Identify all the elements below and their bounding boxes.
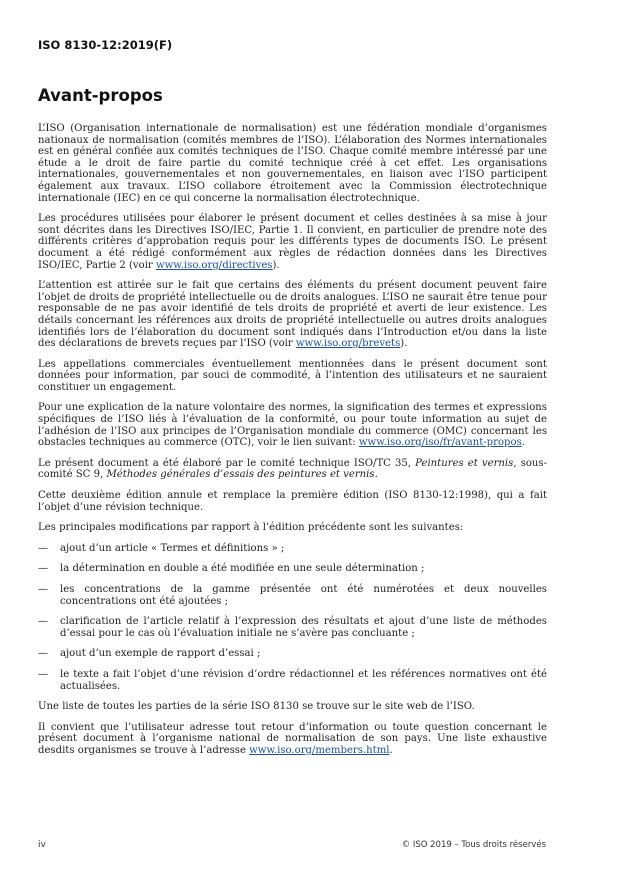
paragraph-feedback: Il convient que l’utilisateur adresse tout retour d’information ou toute question concernant le présent document à l’organisme national de normalisation de son pays. Une liste exhaustive desdits organismes se trouve à l’adresse www.iso.org/members.html. — [38, 721, 547, 756]
paragraph-committee: Le présent document a été élaboré par le comité technique ISO/TC 35, Peintures et vernis, sous-comité SC 9, Méthodes générales d’essais des peintures et vernis. — [38, 457, 547, 481]
document-header: ISO 8130-12:2019(F) — [38, 38, 173, 52]
list-item: — clarification de l’article relatif à l’expression des résultats et ajout d’une liste de méthodes d’essai pour le cas où l’évaluation initiale ne s’avère pas concluante ; — [38, 616, 547, 639]
list-item: — les concentrations de la gamme présentée ont été numérotées et deux nouvelles concentrations ont été ajoutées ; — [38, 584, 547, 607]
paragraph-procedures: Les procédures utilisées pour élaborer le présent document et celles destinées à sa mise à jour sont décrites dans les Directives ISO/IEC, Partie 1. Il convient, en particulier de prendre note des différents critères d’approbation requis pour les différents types de documents ISO. Le présent document a été rédigé conformément aux règles de rédaction données dans les Directives ISO/IEC, Partie 2 (voir www.iso.org/directives). — [38, 213, 547, 271]
paragraph-patents: L’attention est attirée sur le fait que certains des éléments du présent document peuvent faire l’objet de droits de propriété intellectuelle ou de droits analogues. L’ISO ne saurait être tenue pour responsable de ne pas avoir identifié de tels droits de propriété et averti de leur existence. Les détails concernant les références aux droits de propriété intellectuelle ou autres droits analogues identifiés lors de l’élaboration du document sont indiqués dans l’Introduction et/ou dans la liste des déclarations de brevets reçues par l’ISO (voir www.iso.org/brevets). — [38, 280, 547, 350]
page-title: Avant-propos — [38, 86, 163, 105]
patents-link[interactable]: www.iso.org/brevets — [295, 338, 401, 350]
list-item: — ajout d’un article « Termes et définitions » ; — [38, 542, 285, 554]
changes-list — [38, 543, 547, 692]
paragraph-trade-names: Les appellations commerciales éventuellement mentionnées dans le présent document sont données pour information, par souci de commodité, à l’intention des utilisateurs et ne sauraient constituer un engagement. — [38, 358, 547, 393]
paragraph-iso-intro: L’ISO (Organisation internationale de normalisation) est une fédération mondiale d’organismes nationaux de normalisation (comités membres de l’ISO). L’élaboration des Normes internationales est en général confiée aux comités techniques de l’ISO. Chaque comité membre intéressé par une étude a le droit de faire partie du comité technique créé à cet effet. Les organisations internationales, gouvernementales et non gouvernementales, en liaison avec l’ISO participent également aux travaux. L’ISO collabore étroitement avec la Commission électrotechnique internationale (IEC) en ce qui concerne la normalisation électrotechnique. — [38, 123, 547, 204]
list-item: — ajout d’un exemple de rapport d’essai ; — [38, 648, 261, 660]
members-link[interactable]: www.iso.org/members.html — [249, 744, 390, 756]
directives-link[interactable]: www.iso.org/directives — [155, 259, 273, 271]
foreword-link[interactable]: www.iso.org/iso/fr/avant-propos — [358, 437, 522, 449]
paragraph-changes-intro: Les principales modifications par rapport à l’édition précédente sont les suivantes: — [38, 522, 464, 534]
list-item: — le texte a fait l’objet d’une révision d’ordre rédactionnel et les références normatives ont été actualisées. — [38, 668, 547, 692]
document-body — [38, 123, 547, 766]
paragraph-series: Une liste de toutes les parties de la série ISO 8130 se trouve sur le site web de l’ISO. — [38, 701, 475, 713]
copyright-notice: © ISO 2019 – Tous droits réservés — [401, 840, 546, 850]
list-item: — la détermination en double a été modifiée en une seule détermination ; — [38, 563, 425, 575]
paragraph-voluntary: Pour une explication de la nature volontaire des normes, la signification des termes et expressions spécifiques de l’ISO liés à l’évaluation de la conformité, ou pour toute information au sujet de l’adhésion de l’ISO aux principes de l’Organisation mondiale du commerce (OMC) concernant les obstacles techniques au commerce (OTC), voir le lien suivant: www.iso.org/iso/fr/avant-propos. — [38, 402, 547, 449]
page-number: iv — [38, 840, 46, 850]
paragraph-edition: Cette deuxième édition annule et remplace la première édition (ISO 8130-12:1998), qui a fait l’objet d’une révision technique. — [38, 490, 547, 513]
